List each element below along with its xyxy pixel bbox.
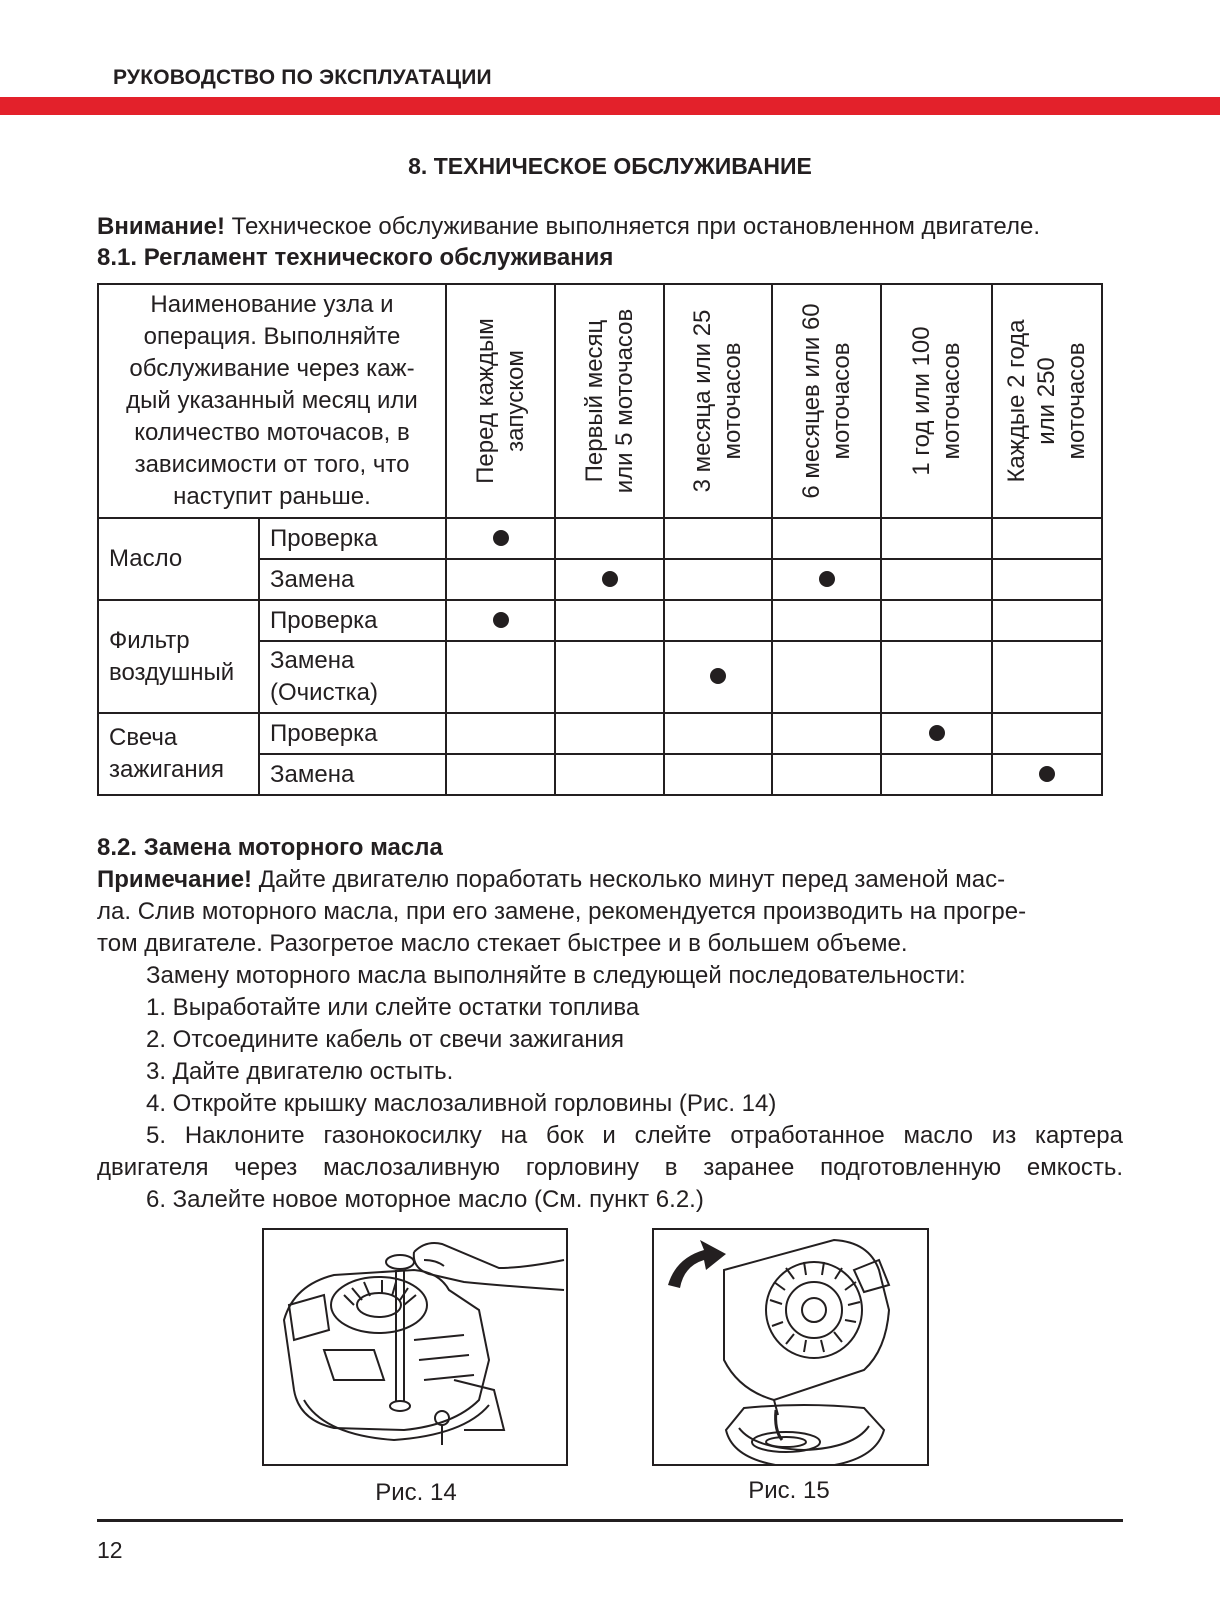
mark-cell <box>446 713 555 754</box>
figure-15-image <box>652 1228 929 1466</box>
mark-cell <box>555 641 664 713</box>
mark-cell <box>881 518 992 559</box>
mark-cell <box>555 559 664 600</box>
mark-cell <box>772 518 881 559</box>
mark-cell <box>992 754 1102 795</box>
note-text: Дайте двигателю поработать несколько минут перед заменой мас- <box>252 866 1006 893</box>
schedule-mark-dot <box>1039 766 1055 782</box>
schedule-mark-dot <box>602 571 618 587</box>
column-header-label: Каждые 2 года или 250 моточасов <box>1003 319 1090 483</box>
corner-line: количество моточасов, в <box>134 419 410 446</box>
mark-cell <box>555 600 664 641</box>
oil-drain-illustration <box>654 1230 927 1464</box>
figure-14-image <box>262 1228 568 1466</box>
node-cell: Свеча зажигания <box>98 713 259 795</box>
mark-cell <box>664 713 772 754</box>
mark-cell <box>992 641 1102 713</box>
operation-cell: Замена <box>259 754 446 795</box>
operation-cell: Замена <box>259 559 446 600</box>
corner-line: обслуживание через каж- <box>129 355 415 382</box>
mark-cell <box>772 600 881 641</box>
step-item: 6. Залейте новое моторное масло (См. пункт 6.2.) <box>146 1186 704 1213</box>
mark-cell <box>555 713 664 754</box>
step-item: 5. Наклоните газонокосилку на бок и слейте отработанное масло из картера <box>146 1122 1123 1149</box>
note-label: Примечание! <box>97 866 253 893</box>
footer-rule <box>97 1519 1123 1522</box>
column-header-label: 1 год или 100 моточасов <box>907 326 965 476</box>
operation-cell: Проверка <box>259 518 446 559</box>
attention-paragraph <box>97 211 1123 243</box>
mark-cell <box>664 754 772 795</box>
table-row <box>98 600 1102 641</box>
mark-cell <box>664 518 772 559</box>
column-header <box>992 284 1102 518</box>
mark-cell <box>881 641 992 713</box>
mark-cell <box>446 641 555 713</box>
mark-cell <box>555 754 664 795</box>
running-header: РУКОВОДСТВО ПО ЭКСПЛУАТАЦИИ <box>113 66 492 89</box>
mark-cell <box>881 713 992 754</box>
mark-cell <box>772 641 881 713</box>
mark-cell <box>446 754 555 795</box>
schedule-mark-dot <box>929 725 945 741</box>
column-header <box>555 284 664 518</box>
mark-cell <box>664 559 772 600</box>
section-title: 8. ТЕХНИЧЕСКОЕ ОБСЛУЖИВАНИЕ <box>408 153 812 179</box>
maintenance-schedule-table <box>97 283 1103 796</box>
step-item: 1. Выработайте или слейте остатки топлива <box>146 994 640 1021</box>
procedure-intro: Замену моторного масла выполняйте в следующей последовательности: <box>146 962 966 989</box>
operation-cell: Замена (Очистка) <box>259 641 446 713</box>
mark-cell <box>992 713 1102 754</box>
column-header <box>446 284 555 518</box>
header-accent-bar <box>0 97 1220 115</box>
mark-cell <box>446 600 555 641</box>
mark-cell <box>446 559 555 600</box>
mark-cell <box>881 754 992 795</box>
mark-cell <box>881 559 992 600</box>
table-row <box>98 518 1102 559</box>
mark-cell <box>772 559 881 600</box>
subsection-title-oil-change: 8.2. Замена моторного масла <box>97 834 443 861</box>
attention-text: Техническое обслуживание выполняется при остановленном двигателе. <box>224 213 1040 240</box>
table-corner-header <box>98 284 446 518</box>
column-header-label: Перед каждым запуском <box>471 318 529 484</box>
figure-14-caption: Рис. 14 <box>375 1479 457 1506</box>
mark-cell <box>992 600 1102 641</box>
mark-cell <box>881 600 992 641</box>
node-cell: Фильтр воздушный <box>98 600 259 713</box>
corner-line: зависимости от того, что <box>134 451 410 478</box>
mark-cell <box>992 559 1102 600</box>
mark-cell <box>992 518 1102 559</box>
column-header <box>772 284 881 518</box>
corner-line: дый указанный месяц или <box>126 387 418 414</box>
table-row <box>98 713 1102 754</box>
mark-cell <box>555 518 664 559</box>
corner-line: операция. Выполняйте <box>143 323 401 350</box>
operation-cell: Проверка <box>259 713 446 754</box>
page-number: 12 <box>97 1537 123 1563</box>
mark-cell <box>664 641 772 713</box>
attention-label: Внимание! <box>97 213 225 240</box>
schedule-mark-dot <box>710 668 726 684</box>
table-header-row <box>98 284 1102 518</box>
operation-cell: Проверка <box>259 600 446 641</box>
note-line: том двигателе. Разогретое масло стекает быстрее и в большем объеме. <box>97 930 908 957</box>
mark-cell <box>772 754 881 795</box>
mark-cell <box>664 600 772 641</box>
figure-15-caption: Рис. 15 <box>748 1477 830 1504</box>
step-item: 3. Дайте двигателю остыть. <box>146 1058 454 1085</box>
column-header <box>664 284 772 518</box>
column-header <box>881 284 992 518</box>
subsection-title-schedule: 8.1. Регламент технического обслуживания <box>97 244 614 271</box>
corner-line: Наименование узла и <box>150 291 394 318</box>
step-item: 4. Откройте крышку маслозаливной горловины (Рис. 14) <box>146 1090 777 1117</box>
mark-cell <box>772 713 881 754</box>
node-cell: Масло <box>98 518 259 600</box>
mark-cell <box>446 518 555 559</box>
corner-line: наступит раньше. <box>173 483 371 510</box>
step-item: 2. Отсоедините кабель от свечи зажигания <box>146 1026 625 1053</box>
column-header-label: 6 месяцев или 60 моточасов <box>797 303 855 499</box>
schedule-mark-dot <box>493 530 509 546</box>
schedule-mark-dot <box>819 571 835 587</box>
column-header-label: Первый месяц или 5 моточасов <box>580 308 638 494</box>
note-line <box>97 864 1123 896</box>
column-header-label: 3 месяца или 25 моточасов <box>689 309 746 493</box>
engine-dipstick-illustration <box>264 1230 566 1464</box>
note-line: ла. Слив моторного масла, при его замене, рекомендуется производить на прогре- <box>97 898 1027 925</box>
step-item-continuation: двигателя через маслозаливную горловину в заранее подготовленную емкость. <box>97 1154 1123 1181</box>
schedule-mark-dot <box>493 612 509 628</box>
